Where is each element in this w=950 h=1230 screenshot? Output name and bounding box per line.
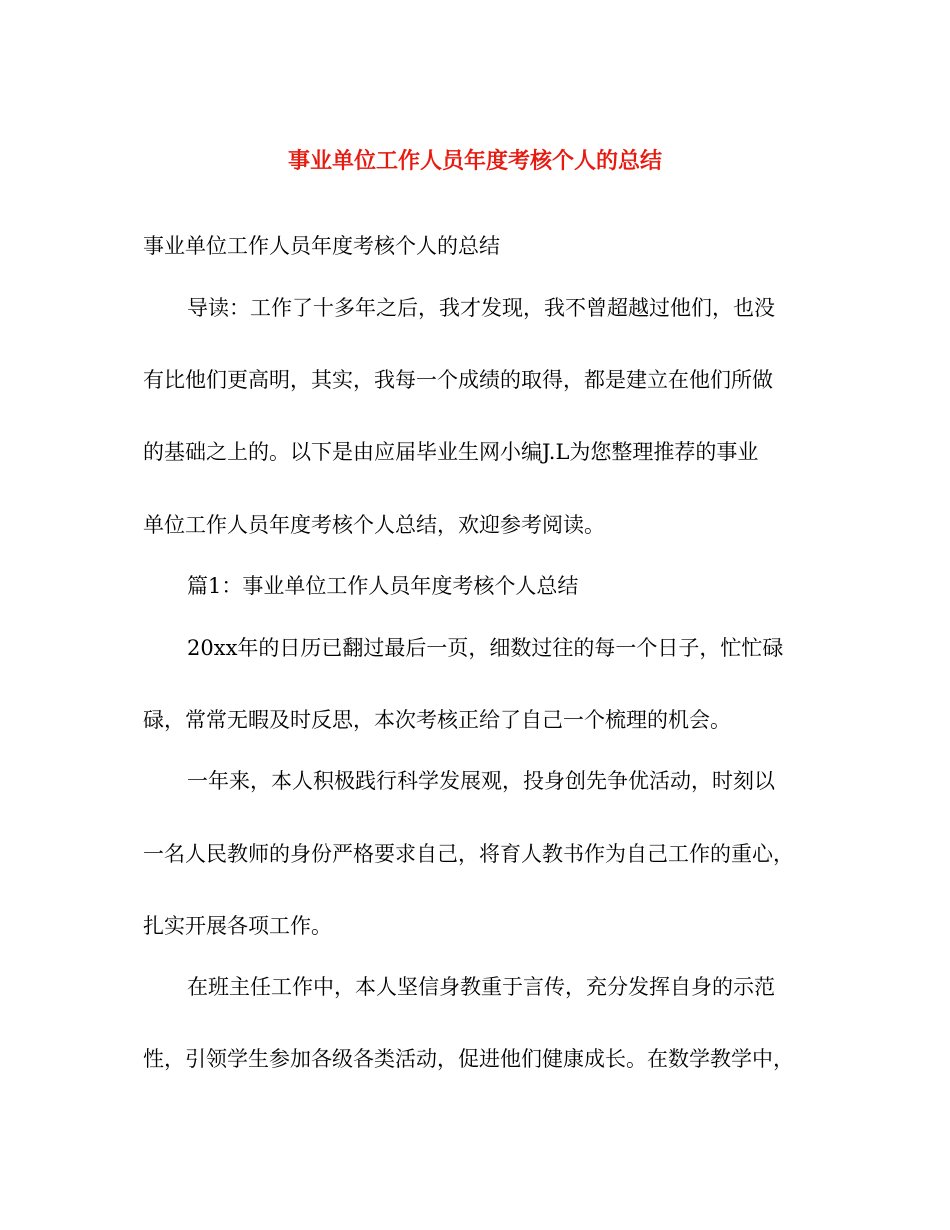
paragraph-line: 在班主任工作中，本人坚信身教重于言传，充分发挥自身的示范 bbox=[187, 975, 775, 999]
paragraph-line: 导读：工作了十多年之后，我才发现，我不曾超越过他们，也没 bbox=[187, 296, 775, 320]
paragraph-line: 扎实开展各项工作。 bbox=[143, 914, 332, 938]
paragraph-line: 20xx年的日历已翻过最后一页，细数过往的每一个日子，忙忙碌 bbox=[187, 636, 784, 660]
paragraph-line: 一名人民教师的身份严格要求自己，将育人教书作为自己工作的重心， bbox=[143, 842, 794, 866]
document-title: 事业单位工作人员年度考核个人的总结 bbox=[287, 149, 662, 174]
section-heading: 篇1：事业单位工作人员年度考核个人总结 bbox=[187, 574, 579, 598]
paragraph-line: 有比他们更高明，其实，我每一个成绩的取得，都是建立在他们所做 bbox=[143, 368, 773, 392]
paragraph-line: 的基础之上的。以下是由应届毕业生网小编J.L为您整理推荐的事业 bbox=[143, 440, 759, 464]
paragraph-line: 碌，常常无暇及时反思，本次考核正给了自己一个梳理的机会。 bbox=[143, 708, 731, 732]
paragraph-line: 单位工作人员年度考核个人总结，欢迎参考阅读。 bbox=[143, 513, 605, 537]
subtitle-line: 事业单位工作人员年度考核个人的总结 bbox=[143, 234, 500, 258]
paragraph-line: 一年来，本人积极践行科学发展观，投身创先争优活动，时刻以 bbox=[187, 769, 775, 793]
paragraph-line: 性，引领学生参加各级各类活动，促进他们健康成长。在数学教学中， bbox=[143, 1047, 794, 1071]
